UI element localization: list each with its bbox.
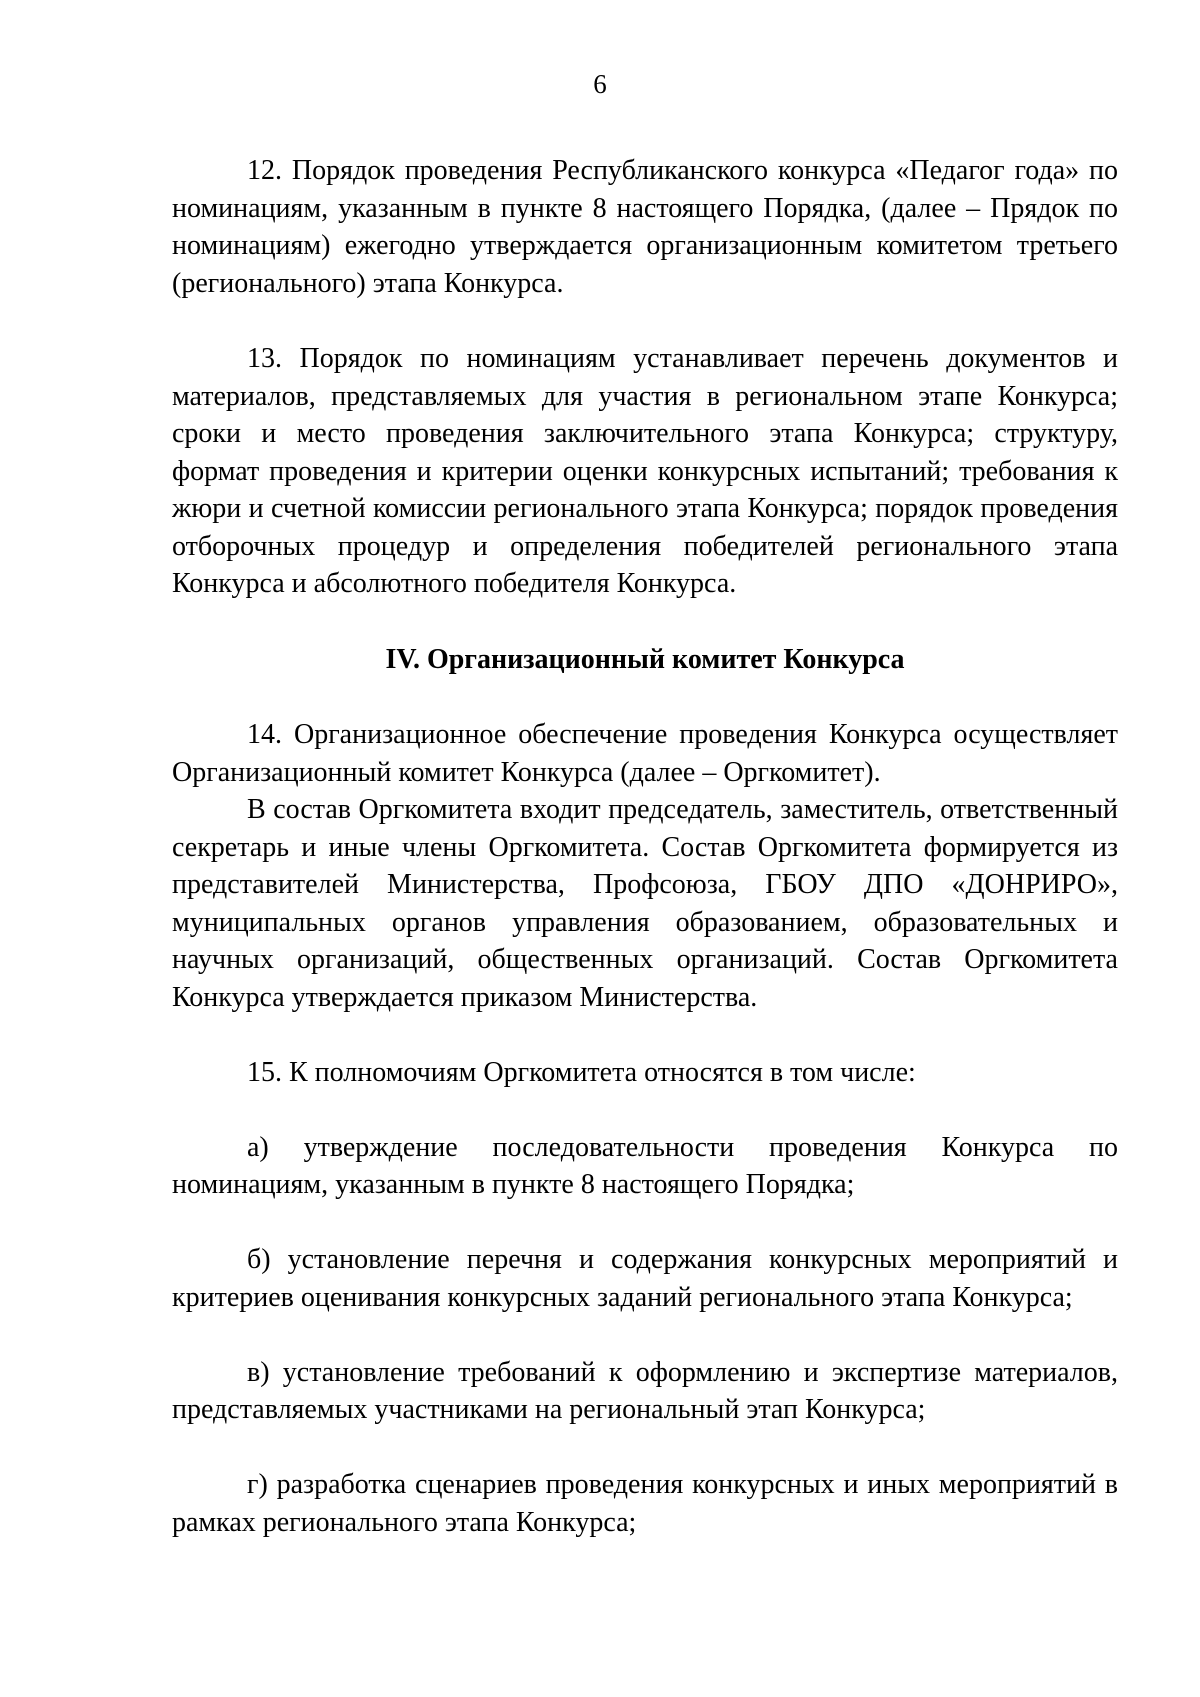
- spacer: [172, 678, 1118, 716]
- paragraph-15: 15. К полномочиям Оргкомитета относятся в том числе:: [247, 1056, 916, 1088]
- paragraph-13: 13. Порядок по номинациям устанавливает перечень документов и материалов, представляемых для участия в региональном этапе Конкурса; сроки и место проведения заключительного этапа Конкурса; структуру, формат проведения и критерии оценки конкурсных испытаний; требования к жюри и счетной комиссии регионального этапа Конкурса; порядок проведения отборочных процедур и определения победителей регионального этапа Конкурса и абсолютного победителя Конкурса.: [172, 343, 1118, 599]
- spacer: [172, 1316, 1118, 1354]
- document-body: [172, 152, 1118, 1541]
- spacer: [172, 1429, 1118, 1467]
- page-number: 6: [593, 69, 607, 99]
- paragraph-14-composition: В состав Оргкомитета входит председатель, заместитель, ответственный секретарь и иные члены Оргкомитета. Состав Оргкомитета формируется из представителей Министерства, Профсоюза, ГБОУ ДПО «ДОНРИРО», муниципальных органов управления образованием, образовательных и научных организаций, общественных организаций. Состав Оргкомитета Конкурса утверждается приказом Министерства.: [172, 794, 1118, 1013]
- section-heading-iv: IV. Организационный комитет Конкурса: [385, 643, 905, 675]
- spacer: [172, 302, 1118, 340]
- paragraph-15-g: г) разработка сценариев проведения конкурсных и иных мероприятий в рамках регионального этапа Конкурса;: [172, 1469, 1118, 1538]
- paragraph-12: 12. Порядок проведения Республиканского конкурса «Педагог года» по номинациям, указанным в пункте 8 настоящего Порядка, (далее – Прядок по номинациям) ежегодно утверждается организационным комитетом третьего (регионального) этапа Конкурса.: [172, 155, 1118, 299]
- spacer: [172, 603, 1118, 641]
- spacer: [172, 1091, 1118, 1129]
- spacer: [172, 1016, 1118, 1054]
- paragraph-14: 14. Организационное обеспечение проведения Конкурса осуществляет Организационный комитет Конкурса (далее – Оргкомитет).: [172, 719, 1118, 788]
- spacer: [172, 1204, 1118, 1242]
- paragraph-15-a: а) утверждение последовательности проведения Конкурса по номинациям, указанным в пункте 8 настоящего Порядка;: [172, 1131, 1118, 1200]
- paragraph-15-v: в) установление требований к оформлению и экспертизе материалов, представляемых участниками на региональный этап Конкурса;: [172, 1356, 1118, 1425]
- paragraph-15-b: б) установление перечня и содержания конкурсных мероприятий и критериев оценивания конкурсных заданий регионального этапа Конкурса;: [172, 1244, 1118, 1313]
